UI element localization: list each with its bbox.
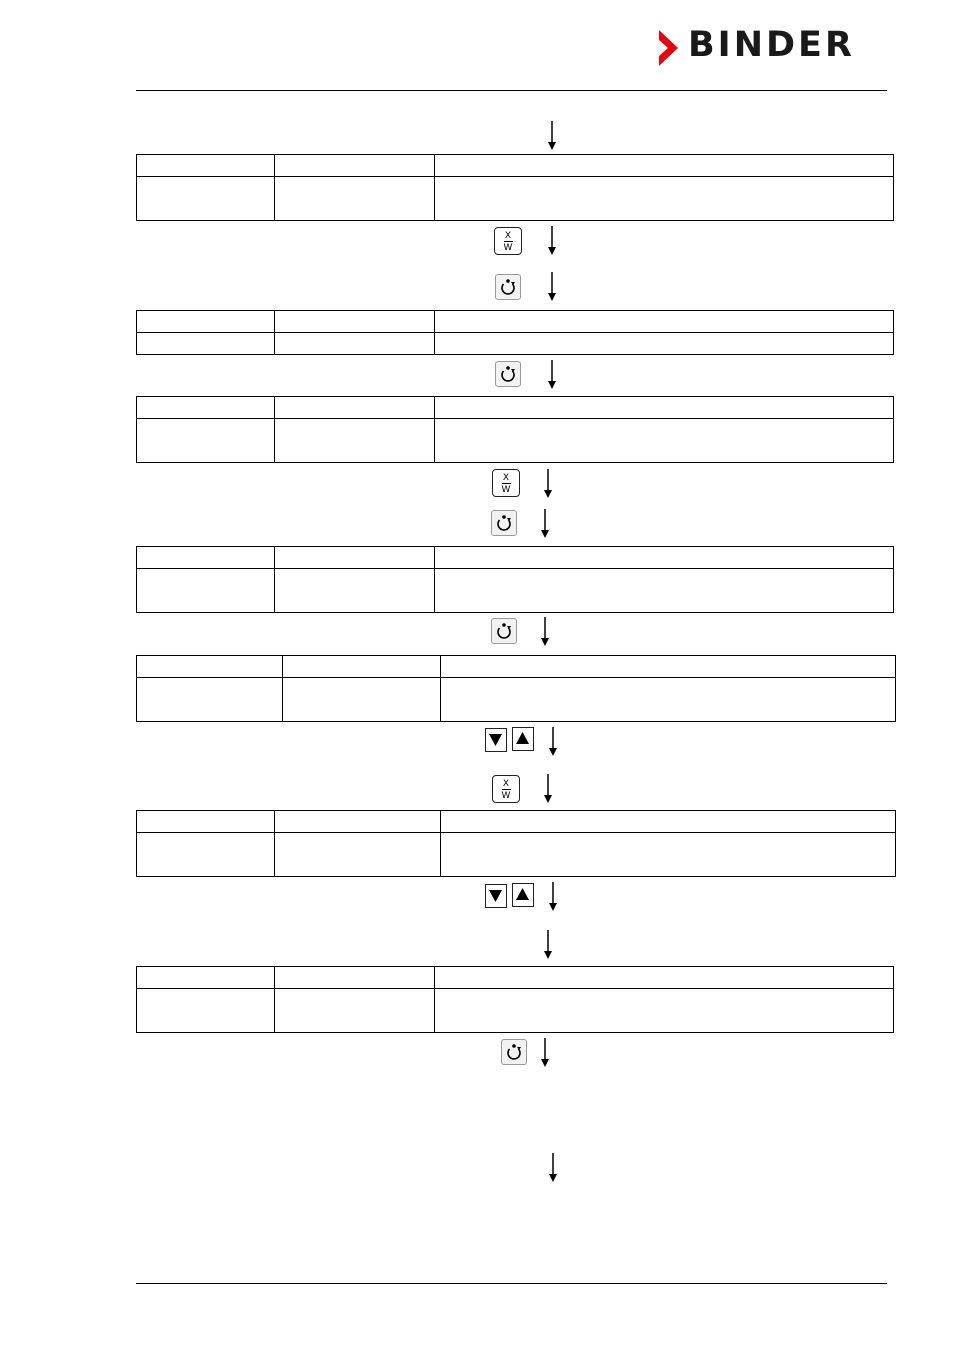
- xw-key-x-label: X: [504, 231, 512, 241]
- table-cell: [435, 569, 894, 613]
- table-cell: [275, 833, 441, 877]
- table-cell: [137, 177, 275, 221]
- brand-name: BINDER: [688, 25, 855, 65]
- start-key[interactable]: [495, 274, 521, 300]
- binder-logo-mark-icon: [656, 30, 686, 66]
- program-start-icon: [496, 275, 520, 299]
- triangle-up-icon: [513, 728, 532, 749]
- table-cell: [441, 656, 896, 678]
- parameter-table-7: [136, 966, 894, 1033]
- flow-down-arrow-icon: [540, 1038, 550, 1068]
- up-key[interactable]: [512, 727, 534, 751]
- table-cell: [275, 333, 435, 355]
- flow-down-arrow-icon: [543, 469, 553, 499]
- table-cell: [275, 177, 435, 221]
- start-key[interactable]: [501, 1039, 527, 1065]
- parameter-table-5: [136, 655, 896, 722]
- table-cell: [137, 833, 275, 877]
- table-cell: [137, 547, 275, 569]
- table-cell: [275, 989, 435, 1033]
- table-cell: [283, 656, 441, 678]
- start-key[interactable]: [491, 510, 517, 536]
- xw-key[interactable]: [492, 775, 520, 803]
- start-key[interactable]: [495, 361, 521, 387]
- flow-down-arrow-icon: [540, 617, 550, 647]
- table-cell: [137, 155, 275, 177]
- program-start-icon: [492, 511, 516, 535]
- xw-key-w-label: W: [503, 243, 513, 253]
- table-cell: [275, 397, 435, 419]
- flow-down-arrow-icon: [547, 121, 557, 151]
- binder-logo: [656, 25, 888, 68]
- parameter-table-1: [136, 154, 894, 221]
- xw-key[interactable]: [494, 227, 522, 255]
- flow-down-arrow-icon: [543, 774, 553, 804]
- flow-down-arrow-icon: [540, 509, 550, 539]
- table-cell: [435, 967, 894, 989]
- triangle-down-icon: [486, 885, 505, 906]
- parameter-table-2: [136, 310, 894, 355]
- table-cell: [441, 678, 896, 722]
- table-cell: [137, 811, 275, 833]
- down-key[interactable]: [485, 728, 507, 752]
- flow-down-arrow-icon: [548, 1153, 558, 1183]
- triangle-down-icon: [486, 729, 505, 750]
- start-key[interactable]: [491, 618, 517, 644]
- program-start-icon: [492, 619, 516, 643]
- table-cell: [137, 678, 283, 722]
- xw-key[interactable]: [492, 469, 520, 497]
- flow-down-arrow-icon: [548, 882, 558, 912]
- header-rule: [136, 90, 887, 91]
- program-start-icon: [502, 1040, 526, 1064]
- table-cell: [137, 311, 275, 333]
- table-cell: [275, 419, 435, 463]
- table-cell: [275, 311, 435, 333]
- triangle-up-icon: [513, 884, 532, 905]
- table-cell: [275, 547, 435, 569]
- table-cell: [435, 177, 894, 221]
- table-cell: [137, 967, 275, 989]
- flow-down-arrow-icon: [543, 930, 553, 960]
- table-cell: [275, 967, 435, 989]
- flow-down-arrow-icon: [547, 226, 557, 256]
- table-cell: [283, 678, 441, 722]
- parameter-table-3: [136, 396, 894, 463]
- table-cell: [441, 811, 896, 833]
- table-cell: [435, 989, 894, 1033]
- table-cell: [275, 155, 435, 177]
- parameter-table-6: [136, 810, 896, 877]
- table-cell: [137, 656, 283, 678]
- flow-down-arrow-icon: [547, 272, 557, 302]
- program-start-icon: [496, 362, 520, 386]
- footer-rule: [136, 1283, 887, 1284]
- down-key[interactable]: [485, 884, 507, 908]
- table-cell: [275, 811, 441, 833]
- table-cell: [441, 833, 896, 877]
- table-cell: [137, 397, 275, 419]
- flow-down-arrow-icon: [547, 360, 557, 390]
- table-cell: [275, 569, 435, 613]
- table-cell: [435, 419, 894, 463]
- table-cell: [137, 333, 275, 355]
- flow-down-arrow-icon: [548, 727, 558, 757]
- table-cell: [435, 547, 894, 569]
- table-cell: [435, 155, 894, 177]
- table-cell: [137, 419, 275, 463]
- xw-key-x-label: X: [502, 779, 510, 789]
- table-cell: [435, 333, 894, 355]
- table-cell: [137, 989, 275, 1033]
- table-cell: [137, 569, 275, 613]
- parameter-table-4: [136, 546, 894, 613]
- xw-key-x-label: X: [502, 473, 510, 483]
- xw-key-w-label: W: [501, 485, 511, 495]
- table-cell: [435, 397, 894, 419]
- up-key[interactable]: [512, 883, 534, 907]
- table-cell: [435, 311, 894, 333]
- xw-key-w-label: W: [501, 791, 511, 801]
